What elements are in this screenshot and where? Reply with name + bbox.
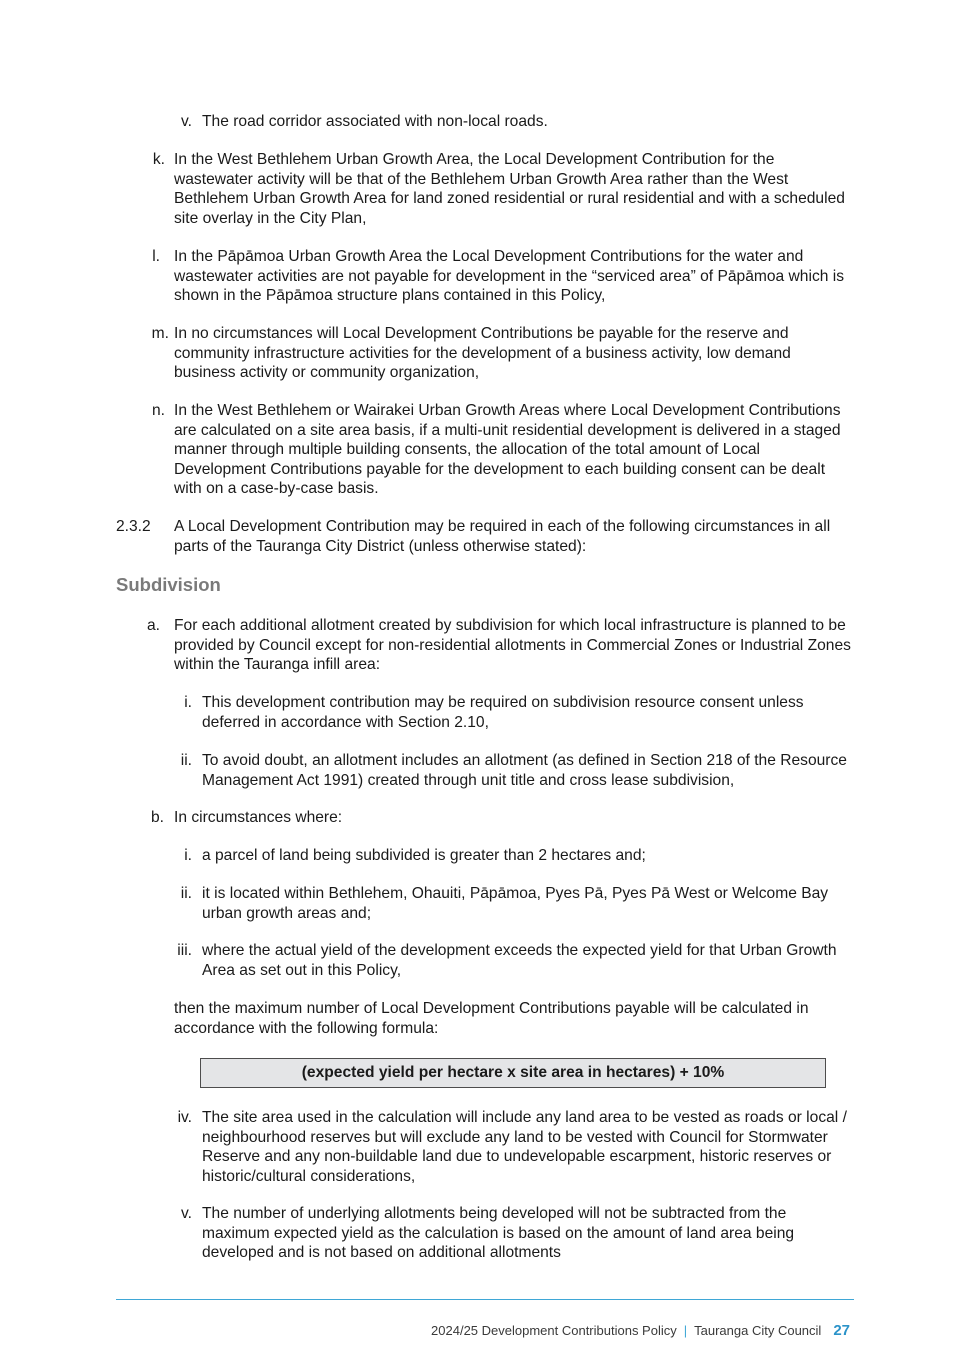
section-heading: Subdivision (116, 574, 221, 595)
list-item-text: For each additional allotment created by subdivision for which local infrastructure is planned to be provided by Council except for non-residential allotments in Commercial Zones or Industrial Zones within the Tauranga infill area: (174, 617, 851, 673)
sublist-item-text: The site area used in the calculation will include any land area to be vested as roads or local / neighbourhood reserves but will exclude any land to be vested with Council for Stormwater Reserve and any non-buildable land due to undevelopable escarpment, historic reserves or historic/cultural considerations, (202, 1109, 847, 1185)
list-marker: n. (151, 402, 165, 419)
sublist-marker: i. (184, 847, 192, 864)
section-text: A Local Development Contribution may be required in each of the following circumstances in all parts of the Tauranga City District (unless otherwise stated): (174, 518, 831, 555)
list-marker: m. (151, 325, 169, 342)
sublist-marker: iv. (177, 1109, 192, 1126)
sublist-item-text: This development contribution may be required on subdivision resource consent unless deferred in accordance with Section 2.10, (202, 694, 804, 731)
list-item-text: In the West Bethlehem or Wairakei Urban Growth Areas where Local Development Contributions are calculated on a site area basis, if a multi-unit residential development is delivered in a staged manner through multiple building consents, the allocation of the total amount of Local Development Contributions payable for the development to each building consent can be dealt with on a case-by-case basis. (174, 402, 841, 497)
sublist-marker: ii. (180, 752, 192, 769)
list-item-text: In circumstances where: (174, 809, 343, 826)
sublist-item-text: where the actual yield of the development exceeds the expected yield for that Urban Growth Area as set out in this Policy, (202, 942, 837, 979)
footer-rule (116, 1299, 854, 1300)
list-item-text: The road corridor associated with non-local roads. (202, 113, 548, 130)
formula-text: (expected yield per hectare x site area in hectares) + 10% (301, 1064, 725, 1081)
sublist-marker: i. (184, 694, 192, 711)
list-item-text: In the Pāpāmoa Urban Growth Area the Local Development Contributions for the water and wastewater activities are not payable for development in the “serviced area” of Pāpāmoa which is shown in the Pāpāmoa structure plans contained in this Policy, (174, 248, 845, 304)
sublist-item-text: it is located within Bethlehem, Ohauiti, Pāpāmoa, Pyes Pā, Pyes Pā West or Welcome Bay urban growth areas and; (202, 885, 829, 922)
sublist-marker: ii. (180, 885, 192, 902)
sublist-item-text: To avoid doubt, an allotment includes an allotment (as defined in Section 218 of the Resource Management Act 1991) created through unit title and cross lease subdivision, (202, 752, 847, 789)
paragraph: then the maximum number of Local Development Contributions payable will be calculated in accordance with the following formula: (174, 1000, 809, 1037)
list-marker: a. (146, 617, 160, 634)
list-item-text: In the West Bethlehem Urban Growth Area, the Local Development Contribution for the wastewater activity will be that of the Bethlehem Urban Growth Area rather than the West Bethlehem Urban Growth Area for land zoned residential or rural residential and with a scheduled site overlay in the City Plan, (174, 151, 845, 227)
list-marker: k. (152, 151, 165, 168)
list-marker: b. (150, 809, 164, 826)
list-item-text: In no circumstances will Local Development Contributions be payable for the reserve and community infrastructure activities for the development of a business activity, low demand business activity or community organization, (174, 325, 791, 381)
sublist-marker: v. (181, 1205, 192, 1222)
formula-box (200, 1058, 826, 1088)
footer-title: 2024/25 Development Contributions Policy (431, 1323, 677, 1338)
sublist-item-text: The number of underlying allotments being developed will not be subtracted from the maximum expected yield as the calculation is based on the amount of land area being developed and is not based on additional allotments (202, 1205, 795, 1261)
footer (431, 1322, 850, 1339)
sublist-marker: iii. (177, 942, 192, 959)
list-marker: l. (152, 248, 160, 265)
page-number: 27 (833, 1322, 850, 1339)
list-marker: v. (181, 113, 192, 130)
section-number: 2.3.2 (116, 518, 151, 535)
footer-org: Tauranga City Council (694, 1323, 822, 1338)
footer-separator: | (683, 1323, 688, 1338)
sublist-item-text: a parcel of land being subdivided is greater than 2 hectares and; (202, 847, 646, 864)
